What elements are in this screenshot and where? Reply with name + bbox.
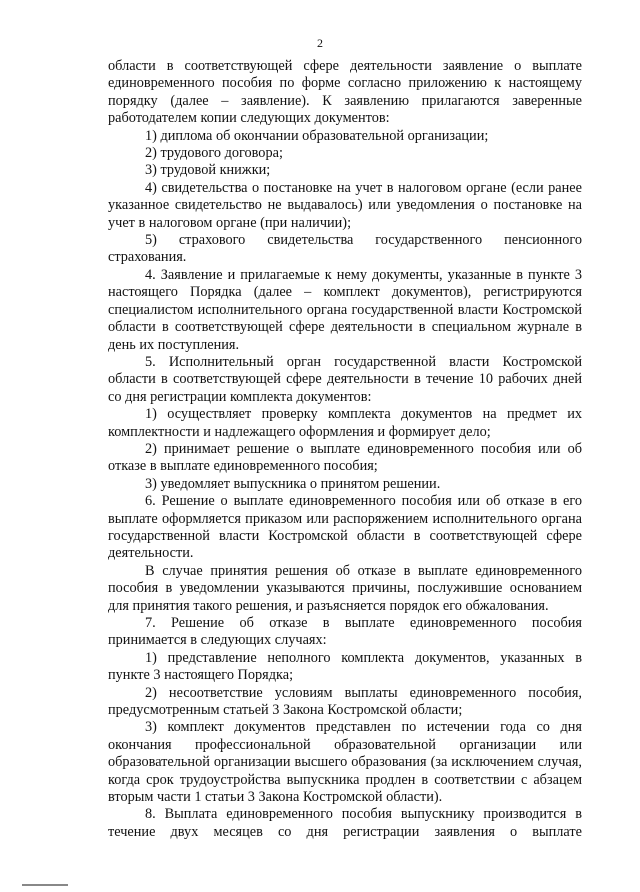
paragraph: области в соответствующей сфере деятельности заявление о выплате единовременного пособия по форме согласно приложению к настоящему порядку (далее – заявление). К заявлению прилагаются заверенные работодателем копии следующих документов: bbox=[108, 58, 582, 127]
paragraph: 6. Решение о выплате единовременного пособия или об отказе в его выплате оформляется приказом или распоряжением исполнительного органа государственной власти Костромской области в соответствующей сфере деятельности. bbox=[108, 493, 582, 562]
scan-edge-mark bbox=[22, 884, 68, 886]
paragraph: 1) диплома об окончании образовательной организации; bbox=[145, 127, 489, 144]
paragraph: 2) трудового договора; bbox=[145, 145, 283, 162]
paragraph: 3) комплект документов представлен по истечении года со дня окончания профессиональной образовательной организации или образовательной организации высшего образования (за исключением случая, когда срок трудоустройства выпускника продлен в соответствии с абзацем вторым части 1 статьи 3 Закона Костромской области). bbox=[108, 719, 582, 806]
paragraph: 1) представление неполного комплекта документов, указанных в пункте 3 настоящего Порядка; bbox=[108, 649, 582, 684]
paragraph: 3) трудовой книжки; bbox=[145, 162, 271, 179]
paragraph: 1) осуществляет проверку комплекта документов на предмет их комплектности и надлежащего оформления и формирует дело; bbox=[108, 406, 582, 440]
paragraph: 4. Заявление и прилагаемые к нему документы, указанные в пункте 3 настоящего Порядка (далее – комплект документов), регистрируются специалистом исполнительного органа государственной власти Костромской области в соответствующей сфере деятельности в специальном журнале в день их поступления. bbox=[108, 266, 582, 353]
paragraph: 4) свидетельства о постановке на учет в налоговом органе (если ранее указанное свидетельство не выдавалось) или уведомления о постановке на учет в налоговом органе (при наличии); bbox=[108, 179, 582, 231]
paragraph: 2) несоответствие условиям выплаты единовременного пособия, предусмотренным статьей 3 Закона Костромской области; bbox=[108, 684, 582, 719]
paragraph: 5. Исполнительный орган государственной власти Костромской области в соответствующей сфере деятельности в течение 10 рабочих дней со дня регистрации комплекта документов: bbox=[108, 353, 582, 405]
paragraph: 8. Выплата единовременного пособия выпускнику производится в течение двух месяцев со дня регистрации заявления о выплате bbox=[108, 806, 582, 840]
paragraph: 5) страхового свидетельства государственного пенсионного страхования. bbox=[108, 232, 582, 266]
paragraph: 3) уведомляет выпускника о принятом решении. bbox=[145, 475, 441, 492]
page-number: 2 bbox=[317, 36, 323, 50]
paragraph: В случае принятия решения об отказе в выплате единовременного пособия в уведомлении указываются причины, послужившие основанием для принятия такого решения, и разъясняется порядок его обжалования. bbox=[108, 562, 582, 614]
document-body bbox=[108, 58, 582, 841]
paragraph: 7. Решение об отказе в выплате единовременного пособия принимается в следующих случаях: bbox=[108, 615, 582, 649]
paragraph: 2) принимает решение о выплате единовременного пособия или об отказе в выплате единовременного пособия; bbox=[108, 440, 582, 475]
